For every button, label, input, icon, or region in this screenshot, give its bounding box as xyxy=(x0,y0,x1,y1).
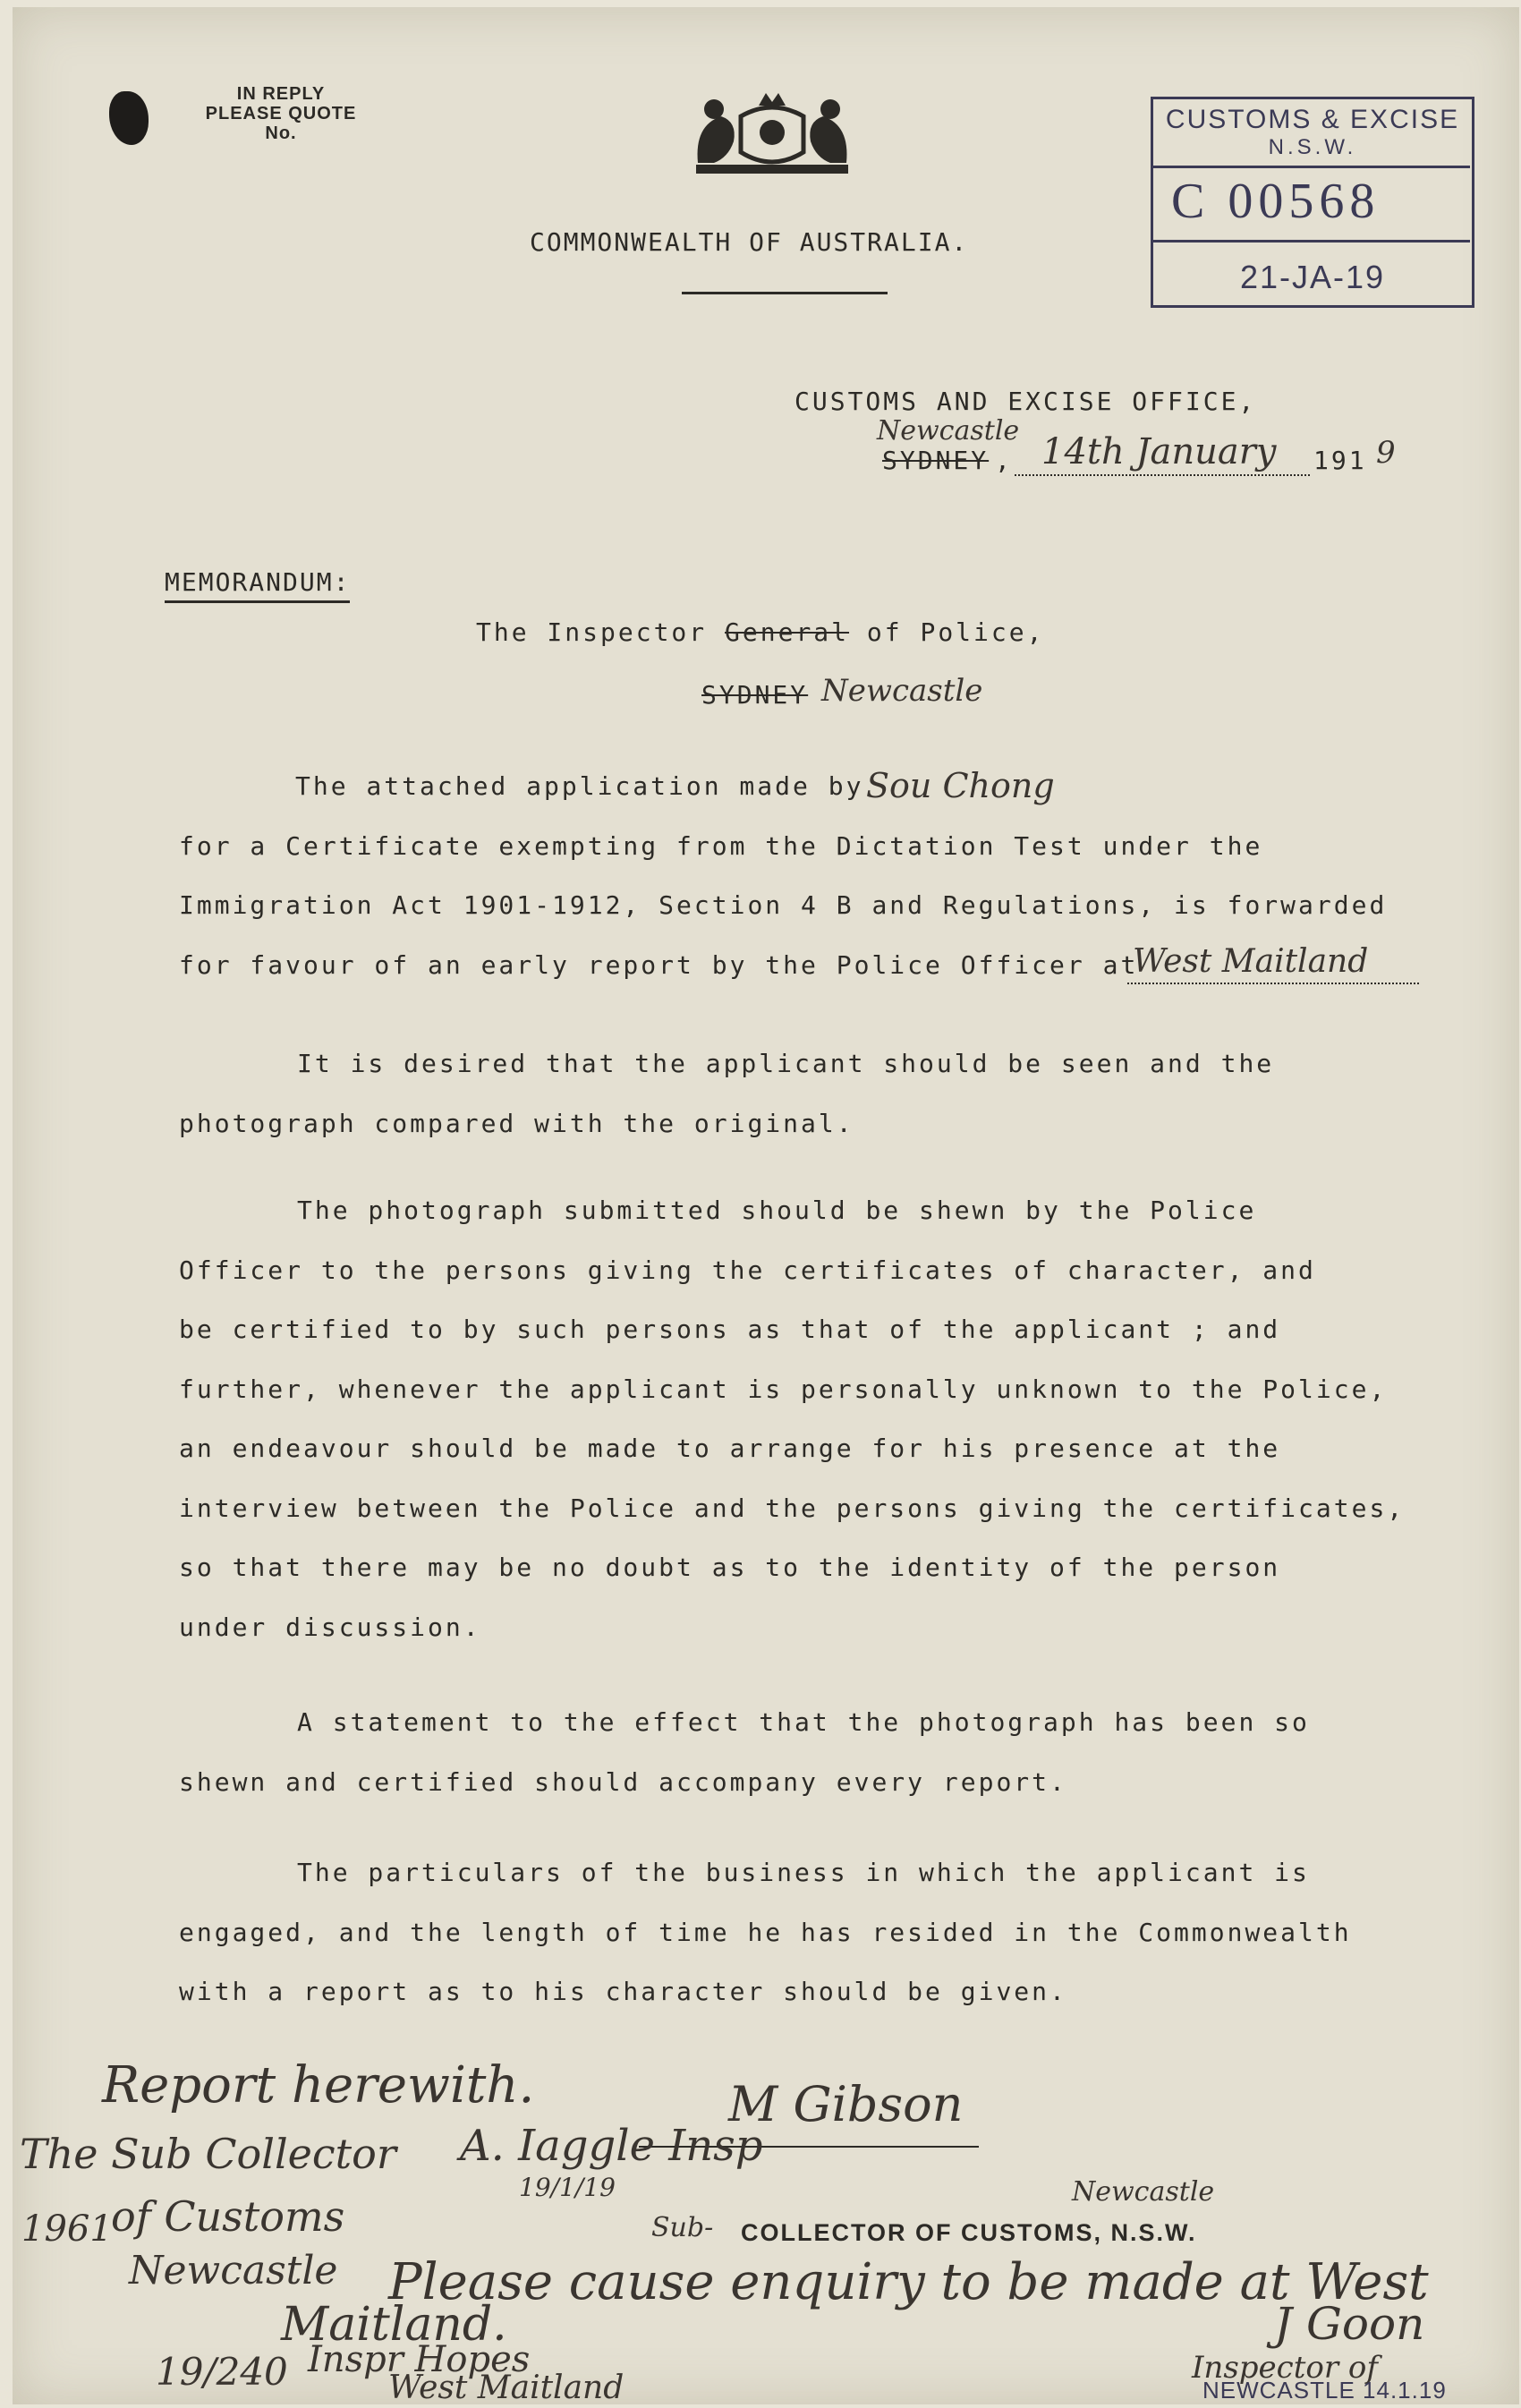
title-rule xyxy=(682,292,888,294)
inspector-date-handwritten: 19/1/19 xyxy=(519,2173,616,2202)
coat-of-arms-icon xyxy=(678,89,866,183)
stamp-line-2: N.S.W. xyxy=(1268,135,1357,159)
reply-line-2: PLEASE QUOTE xyxy=(205,104,357,123)
p1-line-1: The attached application made by xyxy=(295,771,864,801)
office-place-handwritten: Newcastle xyxy=(877,415,1020,447)
office-name: CUSTOMS AND EXCISE OFFICE, xyxy=(794,387,1257,416)
collector-newcastle-handwritten: Newcastle xyxy=(1072,2176,1215,2208)
p3-line-5: an endeavour should be made to arrange for his presence at the xyxy=(179,1434,1281,1463)
paragraph-5 xyxy=(179,1843,1414,2022)
west-maitland-note-handwritten: West Maitland xyxy=(388,2370,625,2406)
addressee-struck: General xyxy=(725,617,850,647)
p3-line-3: be certified to by such persons as that of the applicant ; and xyxy=(179,1315,1281,1344)
stamp-date: 21-JA-19 xyxy=(1239,259,1386,295)
addressee-city-struck: SYDNEY xyxy=(701,680,809,710)
memo-heading: MEMORANDUM: xyxy=(165,567,350,603)
report-note-handwritten: Report herewith. xyxy=(102,2056,535,2114)
p1-line-3: Immigration Act 1901-1912, Section 4 B and Regulations, is forwarded xyxy=(179,890,1388,920)
location-dotted-line xyxy=(1127,983,1419,984)
to-newcastle-handwritten: Newcastle xyxy=(129,2248,338,2293)
instruction-line-2-handwritten: Maitland. xyxy=(281,2298,507,2352)
inspector-hopes-handwritten: Inspr Hopes xyxy=(308,2339,531,2380)
applicant-name-handwritten: Sou Chong xyxy=(866,766,1055,805)
ink-blot xyxy=(109,91,149,145)
p4-line-2: shewn and certified should accompany every report. xyxy=(179,1766,1067,1797)
to-sub-collector-handwritten: The Sub Collector xyxy=(20,2130,396,2178)
p5-line-2: engaged, and the length of time he has resided in the Commonwealth xyxy=(179,1917,1352,1947)
office-year-typed: 191 xyxy=(1313,446,1367,475)
p3-line-2: Officer to the persons giving the certificates of character, and xyxy=(179,1255,1316,1285)
p4-line-1: A statement to the effect that the photograph has been so xyxy=(297,1707,1310,1737)
memo-addressee xyxy=(476,617,1044,647)
location-handwritten: West Maitland xyxy=(1133,943,1369,980)
stamp-number: C 00568 xyxy=(1171,174,1381,229)
ref-number-handwritten: 1961 xyxy=(21,2208,113,2250)
goon-signature: J Goon xyxy=(1274,2298,1425,2350)
addressee-suffix: of Police, xyxy=(866,617,1045,647)
office-year-handwritten: 9 xyxy=(1376,435,1396,471)
p3-line-8: under discussion. xyxy=(179,1612,481,1642)
p3-line-7: so that there may be no doubt as to the identity of the person xyxy=(179,1553,1281,1582)
paragraph-4 xyxy=(179,1693,1414,1812)
document-page xyxy=(13,7,1519,2404)
collector-title: COLLECTOR OF CUSTOMS, N.S.W. xyxy=(741,2219,1197,2246)
addressee-city-handwritten: Newcastle xyxy=(821,673,983,709)
p5-line-3: with a report as to his character should be given. xyxy=(179,1977,1067,2006)
office-date-handwritten: 14th January xyxy=(1041,431,1277,472)
customs-stamp xyxy=(1151,97,1474,308)
office-place-struck: SYDNEY xyxy=(882,446,990,475)
newcastle-receipt-stamp: NEWCASTLE 14.1.19 xyxy=(1202,2377,1447,2404)
page-title: COMMONWEALTH OF AUSTRALIA. xyxy=(530,227,969,257)
collector-sub-handwritten: Sub- xyxy=(651,2212,714,2243)
p3-line-1: The photograph submitted should be shewn by the Police xyxy=(297,1195,1257,1225)
p5-line-1: The particulars of the business in which the applicant is xyxy=(297,1858,1310,1887)
p1-line-4: for favour of an early report by the Police Officer at xyxy=(179,949,1139,980)
paragraph-3 xyxy=(179,1181,1414,1657)
reply-block xyxy=(191,84,370,143)
reply-line-1: IN REPLY xyxy=(236,84,326,104)
p3-line-4: further, whenever the applicant is personally unknown to the Police, xyxy=(179,1374,1388,1404)
p3-line-6: interview between the Police and the persons giving the certificates, xyxy=(179,1493,1406,1523)
office-comma: , xyxy=(995,446,1013,475)
stamp-line-1: CUSTOMS & EXCISE xyxy=(1165,105,1460,134)
inspector-signature: A. Iaggle Insp xyxy=(460,2121,763,2171)
goon-title-handwritten: Inspector of xyxy=(1192,2350,1378,2386)
ref2-handwritten: 19/240 xyxy=(156,2350,288,2394)
addressee-prefix: The Inspector xyxy=(476,617,708,647)
p1-line-2: for a Certificate exempting from the Dictation Test under the xyxy=(179,830,1263,861)
reply-line-3: No. xyxy=(265,123,297,143)
to-customs-handwritten: of Customs xyxy=(111,2192,345,2241)
paragraph-2 xyxy=(179,1034,1414,1153)
p2-line-2: photograph compared with the original. xyxy=(179,1108,854,1138)
date-dotted-line xyxy=(1015,474,1310,476)
instruction-line-1-handwritten: Please cause enquiry to be made at West xyxy=(388,2253,1429,2311)
gibson-signature: M Gibson xyxy=(728,2076,964,2132)
p2-line-1: It is desired that the applicant should be seen and the xyxy=(297,1049,1275,1078)
